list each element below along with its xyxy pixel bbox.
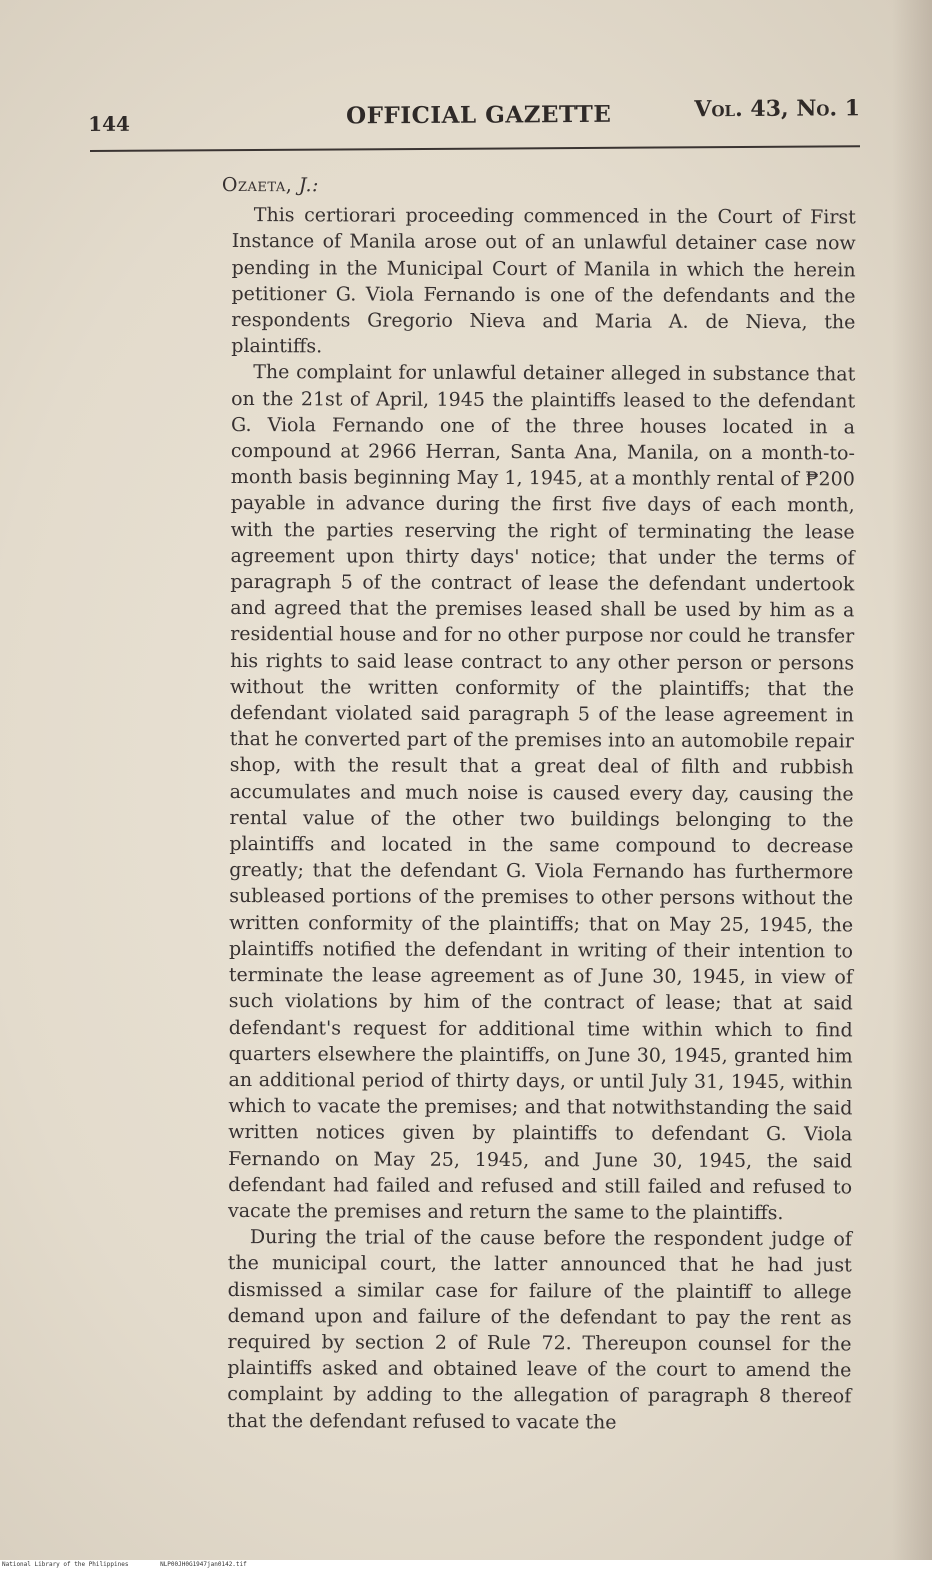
author-line <box>222 172 846 201</box>
page-edge-shadow <box>892 0 932 1560</box>
page-number: 144 <box>88 111 130 136</box>
library-name: National Library of the Philippines <box>2 1561 129 1568</box>
paragraph-3: During the trial of the cause before the respondent judge of the municipal court, the latter announced that he had just dismissed a similar case for failure of the plaintiff to allege demand upon and failure of the defendant to pay the rent as required by section 2 of Rule 72. Thereupon counsel for the plaintiffs asked and obtained leave of the court to amend the complaint by adding to the allegation of paragraph 8 thereof that the defendant refused to vacate the <box>227 1226 852 1434</box>
body-text <box>221 172 856 1436</box>
volume-info: Vol. 43, No. 1 <box>694 95 861 123</box>
file-id: NLP00JH0G1947jan0142.tif <box>160 1561 247 1568</box>
page-header <box>88 91 860 136</box>
running-title: OFFICIAL GAZETTE <box>346 100 612 130</box>
scan-footer <box>0 1560 932 1570</box>
paragraph-2: The complaint for unlawful detainer alleged in substance that on the 21st of April, 1945 the plaintiffs leased to the defendant G. Viola Fernando one of the three houses located in a compound at 2966 Herran, Santa Ana, Manila, on a month-to-month basis beginning May 1, 1945, at a monthly rental of ₱200 payable in advance during the first five days of each month, with the parties reserving the right of terminating the lease agreement upon thirty days' notice; that under the terms of paragraph 5 of the contract of lease the defendant undertook and agreed that the premises leased shall be used by him as a residential house and for no other purpose nor could he transfer his rights to said lease contract to any other person or persons without the written conformity of the plaintiffs; that the defendant violated said paragraph 5 of the lease agreement in that he converted part of the premises into an automobile repair shop, with the result that a great deal of filth and rubbish accumulates and much noise is caused every day, causing the rental value of the other two buildings belonging to the plaintiffs and located in the same compound to decrease greatly; that the defendant G. Viola Fernando has furthermore subleased portions of the premises to other persons without the written conformity of the plaintiffs; that on May 25, 1945, the plaintiffs notified the defendant in writing of their intention to terminate the lease agreement as of June 30, 1945, in view of such violations by him of the contract of lease; that at said defendant's request for additional time within which to find quarters elsewhere the plaintiffs, on June 30, 1945, granted him an additional period of thirty days, or until July 31, 1945, within which to vacate the premises; and that notwithstanding the said written notices given by plaintiffs to defendant G. Viola Fernando on May 25, 1945, and June 30, 1945, the said defendant had failed and refused and still failed and refused to vacate the premises and return the same to the plaintiffs. <box>227 361 856 1225</box>
author-name: Ozaeta, <box>221 173 293 197</box>
paragraph-1: This certiorari proceeding commenced in the Court of First Instance of Manila arose out of an unlawful detainer case now pending in the Municipal Court of Manila in which the herein petitioner G. Viola Fernando is one of the defendants and the respondents Gregorio Nieva and Maria A. de Nieva, the plaintiffs. <box>231 204 856 358</box>
author-title: J.: <box>298 174 320 197</box>
header-divider <box>90 145 860 152</box>
